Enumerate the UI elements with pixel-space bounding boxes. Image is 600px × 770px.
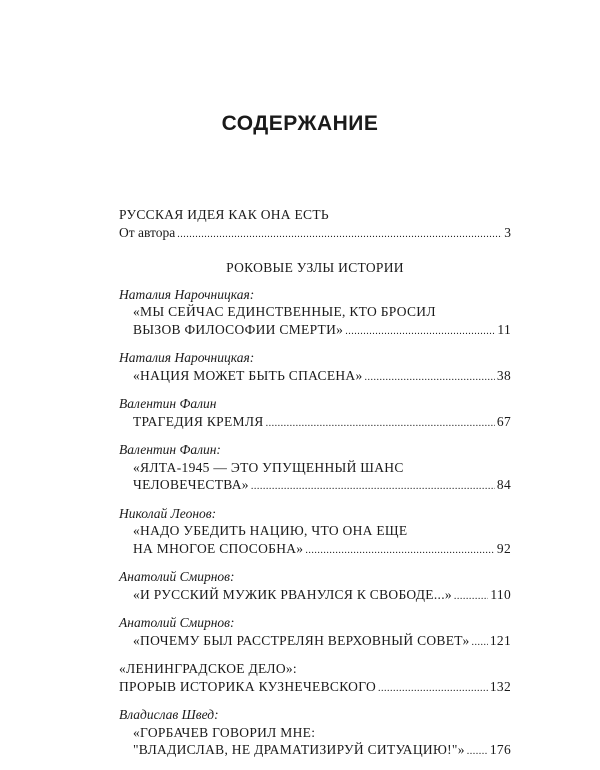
part-heading: РУССКАЯ ИДЕЯ КАК ОНА ЕСТЬ bbox=[119, 207, 329, 222]
page-number: 132 bbox=[489, 678, 511, 694]
entry-title-line: «ПОЧЕМУ БЫЛ РАССТРЕЛЯН ВЕРХОВНЫЙ СОВЕТ» bbox=[133, 632, 470, 648]
entry-author: Наталия Нарочницкая: bbox=[119, 286, 255, 302]
toc-entry-label: От автора bbox=[119, 224, 176, 240]
entry-title-last-line bbox=[119, 321, 511, 341]
entry-title-last-line bbox=[119, 741, 511, 761]
dot-leader bbox=[467, 743, 488, 761]
table-of-contents bbox=[119, 206, 511, 770]
toc-entry-from-author[interactable] bbox=[119, 224, 511, 244]
page-number: 11 bbox=[497, 321, 511, 337]
dot-leader bbox=[251, 478, 495, 496]
entry-title-line: НА МНОГОЕ СПОСОБНА» bbox=[133, 540, 304, 556]
entry-title-line: «НАДО УБЕДИТЬ НАЦИЮ, ЧТО ОНА ЕЩЕ bbox=[133, 523, 408, 538]
page-number: 92 bbox=[496, 540, 511, 556]
entry-title-line: «ГОРБАЧЕВ ГОВОРИЛ МНЕ: bbox=[133, 724, 316, 740]
page-number: 84 bbox=[496, 477, 511, 492]
dot-leader bbox=[378, 680, 488, 698]
toc-entry[interactable] bbox=[119, 568, 511, 605]
entry-title-last-line bbox=[119, 678, 511, 698]
entry-title-last-line bbox=[119, 413, 511, 433]
entry-title-line: «МЫ СЕЙЧАС ЕДИНСТВЕННЫЕ, КТО БРОСИЛ bbox=[133, 304, 436, 319]
dot-leader bbox=[454, 588, 488, 606]
page-number: 3 bbox=[504, 224, 511, 240]
entry-title-line: «ЯЛТА-1945 — ЭТО УПУЩЕННЫЙ ШАНС bbox=[133, 459, 404, 475]
entry-title-last-line bbox=[119, 586, 511, 606]
entry-title-line: ЧЕЛОВЕЧЕСТВА» bbox=[133, 477, 249, 492]
page-number: 67 bbox=[496, 413, 511, 429]
dot-leader bbox=[266, 415, 495, 433]
page-title: СОДЕРЖАНИЕ bbox=[221, 112, 379, 135]
entry-title-line: ВЫЗОВ ФИЛОСОФИИ СМЕРТИ» bbox=[133, 321, 344, 337]
page-number: 121 bbox=[489, 632, 511, 648]
entry-title-line: "ВЛАДИСЛАВ, НЕ ДРАМАТИЗИРУЙ СИТУАЦИЮ!"» bbox=[133, 742, 465, 757]
dot-leader bbox=[305, 542, 495, 560]
entry-title-line: ПРОРЫВ ИСТОРИКА КУЗНЕЧЕВСКОГО bbox=[119, 678, 377, 694]
entry-title-line: «И РУССКИЙ МУЖИК РВАНУЛСЯ К СВОБОДЕ...» bbox=[133, 586, 452, 602]
toc-entry[interactable] bbox=[119, 614, 511, 651]
entry-author: «ЛЕНИНГРАДСКОЕ ДЕЛО»: bbox=[119, 661, 297, 676]
toc-entry[interactable] bbox=[119, 706, 511, 761]
toc-entry[interactable] bbox=[119, 349, 511, 386]
page-number: 110 bbox=[490, 586, 511, 602]
entry-title-last-line bbox=[119, 632, 511, 652]
entry-title-last-line bbox=[119, 367, 511, 387]
entry-title-last-line bbox=[119, 476, 511, 496]
entry-author: Николай Леонов: bbox=[119, 505, 217, 521]
dot-leader bbox=[472, 634, 488, 652]
entry-author: Валентин Фалин bbox=[119, 396, 217, 411]
entry-author: Анатолий Смирнов: bbox=[119, 615, 235, 630]
toc-entry[interactable] bbox=[119, 441, 511, 496]
toc-entry[interactable] bbox=[119, 286, 511, 341]
entry-title-last-line bbox=[119, 540, 511, 560]
entry-author: Анатолий Смирнов: bbox=[119, 569, 235, 584]
entry-author: Владислав Швед: bbox=[119, 707, 219, 722]
entry-author: Наталия Нарочницкая: bbox=[119, 350, 255, 365]
section-heading: РОКОВЫЕ УЗЛЫ ИСТОРИИ bbox=[226, 260, 404, 275]
page-number: 38 bbox=[496, 367, 511, 383]
page-number: 176 bbox=[489, 742, 511, 757]
entry-list bbox=[119, 286, 511, 761]
toc-entry[interactable] bbox=[119, 505, 511, 560]
dot-leader bbox=[365, 369, 495, 387]
dot-leader bbox=[177, 226, 502, 244]
dot-leader bbox=[345, 323, 495, 341]
entry-title-line: ТРАГЕДИЯ КРЕМЛЯ bbox=[133, 413, 264, 429]
entry-title-line: «НАЦИЯ МОЖЕТ БЫТЬ СПАСЕНА» bbox=[133, 367, 363, 383]
entry-author: Валентин Фалин: bbox=[119, 442, 221, 457]
toc-entry[interactable] bbox=[119, 660, 511, 697]
toc-entry[interactable] bbox=[119, 395, 511, 432]
